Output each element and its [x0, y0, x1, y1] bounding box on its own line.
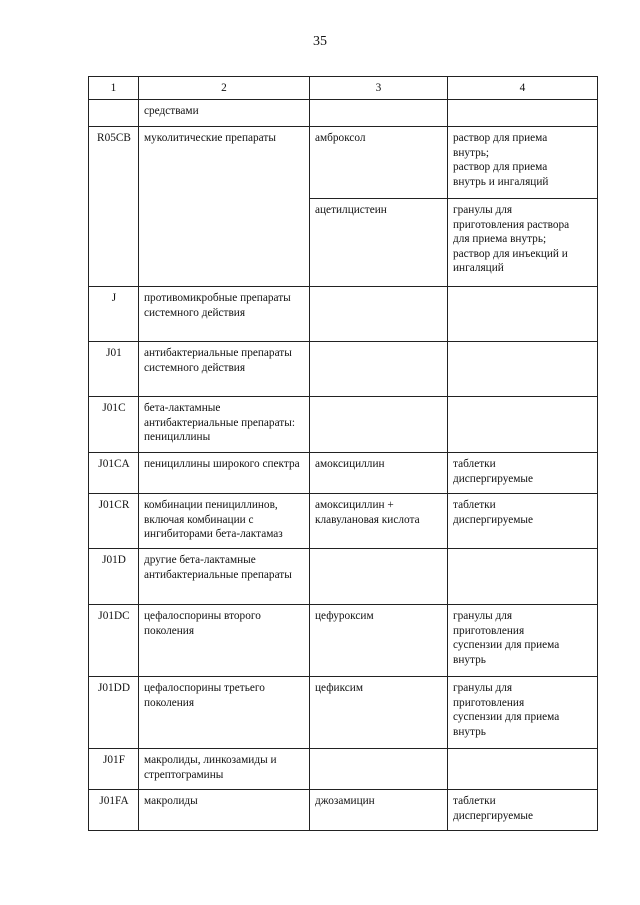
- drug-name-cell: [310, 397, 448, 453]
- group-name-cell: макролиды, линкозамиды и стрептограмины: [139, 749, 310, 790]
- atc-code-cell: J01DD: [89, 677, 139, 749]
- dosage-form-cell: [448, 605, 598, 677]
- dosage-form-line: гранулы для: [453, 204, 513, 216]
- atc-code-cell: J01: [89, 342, 139, 397]
- table-row: [89, 453, 598, 494]
- drug-name-cell: цефуроксим: [310, 605, 448, 677]
- dosage-form-line: диспергируемые: [453, 513, 533, 526]
- table-row: [89, 287, 598, 342]
- table-row: [89, 677, 598, 749]
- group-name-cell: средствами: [139, 100, 310, 127]
- dosage-form-cell: [448, 549, 598, 605]
- dosage-form-line: гранулы для: [453, 682, 513, 694]
- page-number: 35: [313, 34, 327, 49]
- dosage-form-cell: [448, 397, 598, 453]
- dosage-form-line: для приема внутрь;: [453, 233, 547, 245]
- table-row: [89, 605, 598, 677]
- dosage-form-line: суспензии для приема: [453, 639, 560, 651]
- dosage-form-cell: [448, 127, 598, 199]
- dosage-form-cell: [448, 342, 598, 397]
- atc-code-cell: [89, 100, 139, 127]
- atc-code-cell: J01CA: [89, 453, 139, 494]
- drug-name-cell: [310, 549, 448, 605]
- dosage-form-line: ингаляций: [453, 262, 504, 274]
- dosage-form-line: раствор для инъекций и: [453, 247, 568, 260]
- table-row: [89, 100, 598, 127]
- dosage-form-cell: [448, 790, 598, 831]
- dosage-form-line: гранулы для: [453, 610, 513, 622]
- dosage-form-line: приготовления: [453, 696, 525, 709]
- drug-name-cell: амоксициллин: [310, 453, 448, 494]
- table-row: [89, 397, 598, 453]
- drug-name-cell: [310, 342, 448, 397]
- dosage-form-line: суспензии для приема: [453, 711, 560, 723]
- drug-name-cell: [310, 100, 448, 127]
- atc-code-cell: J01C: [89, 397, 139, 453]
- drug-name-cell: джозамицин: [310, 790, 448, 831]
- dosage-form-cell: [448, 100, 598, 127]
- group-name-cell: антибактериальные препараты системного действия: [139, 342, 310, 397]
- table-row: [89, 749, 598, 790]
- table-row: [89, 127, 598, 199]
- group-name-cell: макролиды: [139, 790, 310, 831]
- drug-name-cell: ацетилцистеин: [310, 199, 448, 287]
- atc-code-cell: J: [89, 287, 139, 342]
- dosage-form-cell: [448, 494, 598, 549]
- table-row: [89, 494, 598, 549]
- group-name-cell: комбинации пенициллинов, включая комбинации с ингибиторами бета-лактамаз: [139, 494, 310, 549]
- atc-code-cell: J01CR: [89, 494, 139, 549]
- dosage-form-cell: [448, 453, 598, 494]
- drug-name-cell: амоксициллин + клавулановая кислота: [310, 494, 448, 549]
- column-header-3: 3: [310, 77, 448, 100]
- dosage-form-line: приготовления раствора: [453, 218, 570, 231]
- column-header-1: 1: [89, 77, 139, 100]
- dosage-form-cell: [448, 287, 598, 342]
- atc-code-cell: J01D: [89, 549, 139, 605]
- atc-code-cell: R05CB: [89, 127, 139, 287]
- atc-code-cell: J01DC: [89, 605, 139, 677]
- table-row: [89, 790, 598, 831]
- dosage-form-line: таблетки: [453, 458, 496, 470]
- table-row: [89, 342, 598, 397]
- group-name-cell: противомикробные препараты системного действия: [139, 287, 310, 342]
- drug-list-table: [88, 76, 598, 831]
- dosage-form-line: внутрь и ингаляций: [453, 175, 549, 188]
- drug-name-cell: цефиксим: [310, 677, 448, 749]
- drug-name-cell: [310, 749, 448, 790]
- dosage-form-line: внутрь: [453, 725, 486, 738]
- dosage-form-cell: [448, 677, 598, 749]
- dosage-form-line: таблетки: [453, 795, 496, 807]
- dosage-form-cell: [448, 199, 598, 287]
- group-name-cell: цефалоспорины третьего поколения: [139, 677, 310, 749]
- group-name-cell: цефалоспорины второго поколения: [139, 605, 310, 677]
- atc-code-cell: J01FA: [89, 790, 139, 831]
- column-header-2: 2: [139, 77, 310, 100]
- table-header-row: [89, 77, 598, 100]
- dosage-form-line: таблетки: [453, 499, 496, 511]
- drug-name-cell: [310, 287, 448, 342]
- dosage-form-cell: [448, 749, 598, 790]
- dosage-form-line: раствор для приема: [453, 132, 548, 144]
- drug-name-cell: амброксол: [310, 127, 448, 199]
- column-header-4: 4: [448, 77, 598, 100]
- dosage-form-line: внутрь;: [453, 146, 490, 159]
- dosage-form-line: раствор для приема: [453, 161, 548, 173]
- dosage-form-line: диспергируемые: [453, 472, 533, 485]
- dosage-form-line: диспергируемые: [453, 809, 533, 822]
- group-name-cell: пенициллины широкого спектра: [139, 453, 310, 494]
- dosage-form-line: внутрь: [453, 653, 486, 666]
- table-row: [89, 549, 598, 605]
- dosage-form-line: приготовления: [453, 624, 525, 637]
- group-name-cell: другие бета-лактамные антибактериальные препараты: [139, 549, 310, 605]
- atc-code-cell: J01F: [89, 749, 139, 790]
- group-name-cell: бета-лактамные антибактериальные препараты: пенициллины: [139, 397, 310, 453]
- group-name-cell: муколитические препараты: [139, 127, 310, 287]
